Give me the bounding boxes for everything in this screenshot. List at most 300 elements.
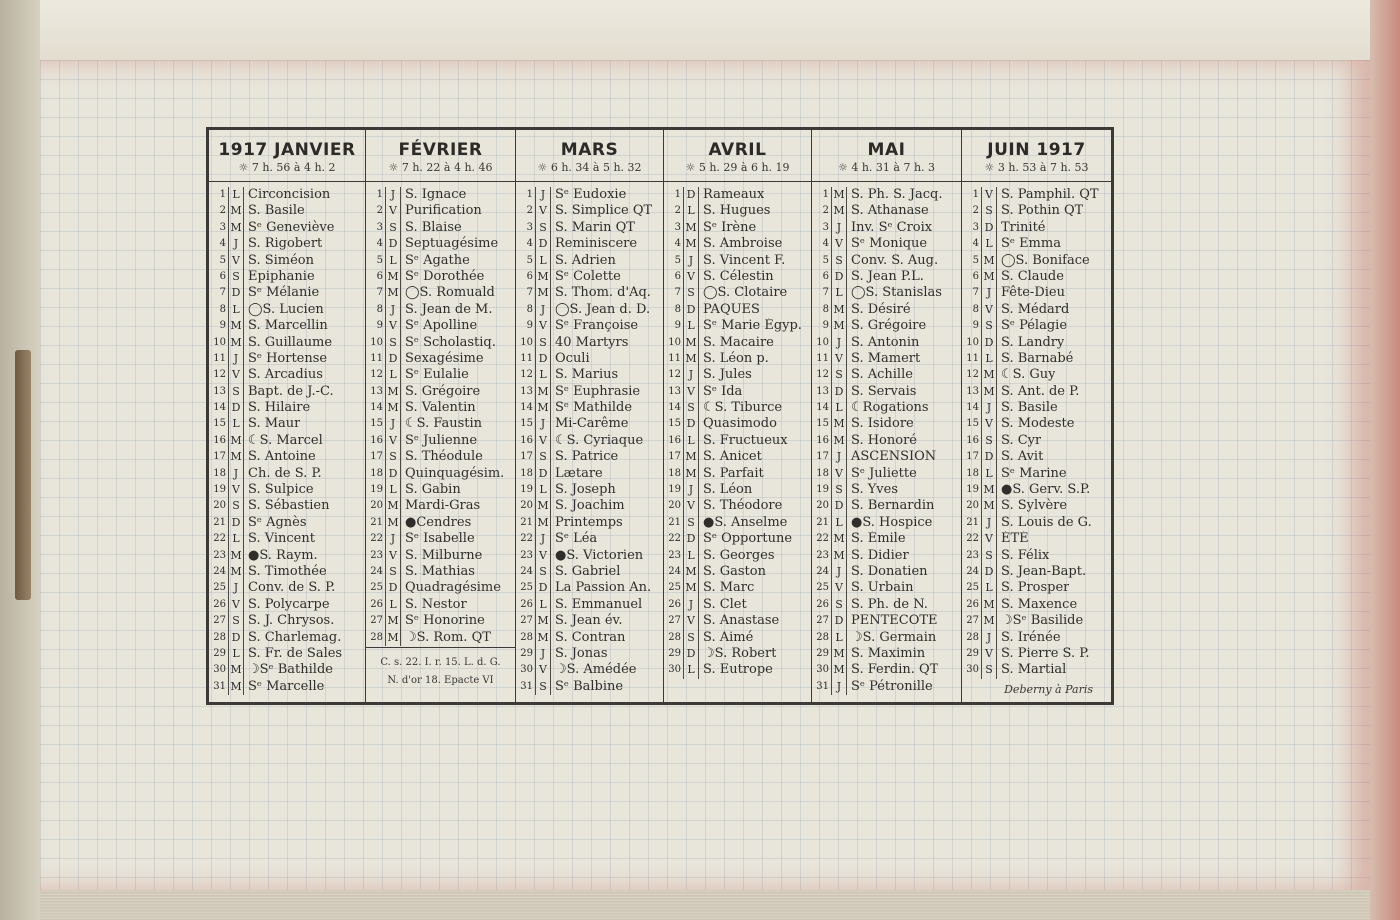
month-header xyxy=(664,130,811,182)
saint-name: Sᵉ Apolline xyxy=(405,318,478,334)
day-row xyxy=(664,400,811,416)
day-row xyxy=(516,679,663,695)
day-number: 2 xyxy=(516,203,536,219)
day-row xyxy=(366,187,515,203)
weekday-letter: M xyxy=(982,384,997,400)
saint-name: S. Marius xyxy=(555,367,619,383)
weekday-letter: M xyxy=(386,400,401,416)
day-number: 15 xyxy=(812,416,832,432)
day-row xyxy=(366,630,515,646)
saint-name: S. Léon xyxy=(703,482,753,498)
day-row xyxy=(209,203,365,219)
day-number: 17 xyxy=(962,449,982,465)
day-row xyxy=(962,285,1111,301)
day-rows xyxy=(209,187,365,695)
day-row xyxy=(664,433,811,449)
weekday-letter: M xyxy=(982,367,997,383)
day-number: 29 xyxy=(664,646,684,662)
saint-name: S. Anastase xyxy=(703,613,780,629)
weekday-letter: M xyxy=(684,580,699,596)
day-row xyxy=(209,269,365,285)
saint-name: Sᵉ Mélanie xyxy=(248,285,320,301)
saint-name: ☾S. Faustin xyxy=(405,416,483,432)
day-number: 19 xyxy=(209,482,229,498)
saint-name: S. Gaston xyxy=(703,563,766,579)
day-number: 11 xyxy=(812,351,832,367)
day-number: 19 xyxy=(516,482,536,498)
day-number: 18 xyxy=(664,466,684,482)
weekday-letter: V xyxy=(536,662,551,678)
saint-name: S. Médard xyxy=(1001,301,1070,317)
saint-name: ÉTÉ xyxy=(1001,531,1029,547)
day-row xyxy=(962,580,1111,596)
saint-name: S. Siméon xyxy=(248,252,314,268)
saint-name: S. Félix xyxy=(1001,547,1050,563)
saint-name: S. Eutrope xyxy=(703,662,773,678)
weekday-letter: V xyxy=(536,433,551,449)
day-row xyxy=(962,433,1111,449)
day-number: 5 xyxy=(209,253,229,269)
day-number: 1 xyxy=(366,187,386,203)
day-number: 4 xyxy=(516,236,536,252)
day-number: 23 xyxy=(812,548,832,564)
weekday-letter: M xyxy=(386,285,401,301)
day-row xyxy=(812,269,961,285)
day-number: 7 xyxy=(962,285,982,301)
day-row xyxy=(664,548,811,564)
saint-name: Trinité xyxy=(1001,219,1046,235)
page-stack-edge xyxy=(40,890,1370,920)
saint-name: S. Patrice xyxy=(555,449,619,465)
weekday-letter: M xyxy=(684,466,699,482)
weekday-letter: M xyxy=(832,646,847,662)
saint-name: Sᵉ Marcelle xyxy=(248,678,325,694)
day-row xyxy=(366,269,515,285)
weekday-letter: D xyxy=(982,449,997,465)
weekday-letter: V xyxy=(684,498,699,514)
weekday-letter: J xyxy=(684,597,699,613)
day-row xyxy=(664,236,811,252)
day-number: 2 xyxy=(664,203,684,219)
saint-name: S. Ant. de P. xyxy=(1001,383,1080,399)
day-number: 15 xyxy=(962,416,982,432)
saint-name: S. Martial xyxy=(1001,662,1067,678)
saint-name: Sexagésime xyxy=(405,350,484,366)
weekday-letter: D xyxy=(684,302,699,318)
saint-name: Sᵉ Dorothée xyxy=(405,268,485,284)
saint-name: S. Isidore xyxy=(851,416,914,432)
day-row xyxy=(664,498,811,514)
day-number: 10 xyxy=(366,335,386,351)
day-row xyxy=(366,613,515,629)
weekday-letter: L xyxy=(229,646,244,662)
month-header xyxy=(962,130,1111,182)
weekday-letter: V xyxy=(386,318,401,334)
weekday-letter: L xyxy=(536,367,551,383)
saint-name: Septuagésime xyxy=(405,236,499,252)
month-name: JUIN 1917 xyxy=(987,140,1086,160)
saint-name: S. Maximin xyxy=(851,645,926,661)
weekday-letter: D xyxy=(982,564,997,580)
weekday-letter: V xyxy=(832,466,847,482)
day-row xyxy=(962,482,1111,498)
weekday-letter: M xyxy=(684,220,699,236)
saint-name: S. Donatien xyxy=(851,563,928,579)
saint-name: S. Théodule xyxy=(405,449,483,465)
saint-name: Sᵉ Agathe xyxy=(405,252,470,268)
day-number: 2 xyxy=(812,203,832,219)
weekday-letter: M xyxy=(536,515,551,531)
saint-name: ◯S. Stanislas xyxy=(851,285,942,301)
day-number: 28 xyxy=(516,630,536,646)
day-number: 5 xyxy=(812,253,832,269)
weekday-letter: J xyxy=(832,564,847,580)
day-number: 22 xyxy=(664,531,684,547)
saint-name: S. Ph. S. Jacq. xyxy=(851,187,943,202)
day-row xyxy=(366,318,515,334)
saint-name: S. Claude xyxy=(1001,268,1064,284)
day-row xyxy=(516,466,663,482)
day-number: 27 xyxy=(366,613,386,629)
saint-name: S. Aimé xyxy=(703,629,754,645)
weekday-letter: S xyxy=(982,662,997,678)
day-number: 1 xyxy=(664,187,684,203)
day-number: 9 xyxy=(664,318,684,334)
saint-name: S. Jean-Bapt. xyxy=(1001,563,1087,579)
weekday-letter: M xyxy=(982,269,997,285)
saint-name: S. Honoré xyxy=(851,432,917,448)
day-number: 7 xyxy=(366,285,386,301)
saint-name: S. Maur xyxy=(248,416,301,432)
day-row xyxy=(664,285,811,301)
weekday-letter: M xyxy=(832,203,847,219)
day-row xyxy=(209,679,365,695)
day-row xyxy=(209,220,365,236)
day-number: 31 xyxy=(516,679,536,695)
saint-name: Epiphanie xyxy=(248,268,315,284)
saint-name: Sᵉ Opportune xyxy=(703,531,793,547)
day-number: 21 xyxy=(209,515,229,531)
day-row xyxy=(516,384,663,400)
day-row xyxy=(209,466,365,482)
month-avril xyxy=(664,130,812,702)
day-row xyxy=(366,498,515,514)
day-number: 10 xyxy=(516,335,536,351)
day-row xyxy=(516,580,663,596)
weekday-letter: L xyxy=(982,466,997,482)
month-juin xyxy=(962,130,1111,702)
weekday-letter: M xyxy=(536,613,551,629)
day-number: 20 xyxy=(812,498,832,514)
day-number: 20 xyxy=(209,498,229,514)
weekday-letter: S xyxy=(832,253,847,269)
weekday-letter: L xyxy=(229,302,244,318)
day-number: 4 xyxy=(366,236,386,252)
saint-name: S. Hugues xyxy=(703,203,771,219)
weekday-letter: L xyxy=(684,662,699,678)
weekday-letter: J xyxy=(684,253,699,269)
day-row xyxy=(812,662,961,678)
sunrise-sunset: ☼ 6 h. 34 à 5 h. 32 xyxy=(537,161,642,174)
saint-name: Bapt. de J.-C. xyxy=(248,383,334,399)
day-row xyxy=(366,597,515,613)
saint-name: S. Ambroise xyxy=(703,236,783,252)
saint-name: S. Milburne xyxy=(405,547,483,563)
day-number: 2 xyxy=(962,203,982,219)
day-number: 8 xyxy=(366,302,386,318)
weekday-letter: L xyxy=(684,318,699,334)
day-row xyxy=(812,515,961,531)
day-number: 19 xyxy=(664,482,684,498)
saint-name: Sᵉ Pétronille xyxy=(851,678,933,694)
day-row xyxy=(516,187,663,203)
day-number: 6 xyxy=(516,269,536,285)
weekday-letter: L xyxy=(832,515,847,531)
day-number: 12 xyxy=(366,367,386,383)
weekday-letter: M xyxy=(832,662,847,678)
weekday-letter: D xyxy=(386,351,401,367)
weekday-letter: S xyxy=(386,335,401,351)
saint-name: Oculi xyxy=(555,350,590,366)
saint-name: S. Urbain xyxy=(851,580,914,596)
weekday-letter: M xyxy=(832,531,847,547)
saint-name: S. Achille xyxy=(851,367,913,383)
day-number: 7 xyxy=(812,285,832,301)
saint-name: ◯S. Clotaire xyxy=(703,285,788,301)
day-number: 12 xyxy=(664,367,684,383)
weekday-letter: S xyxy=(386,564,401,580)
saint-name: Sᵉ Isabelle xyxy=(405,531,475,547)
day-row xyxy=(664,646,811,662)
month-janvier xyxy=(209,130,366,702)
saint-name: Rameaux xyxy=(703,187,765,202)
weekday-letter: J xyxy=(982,515,997,531)
day-row xyxy=(962,384,1111,400)
day-number: 17 xyxy=(209,449,229,465)
sunrise-sunset: ☼ 3 h. 53 à 7 h. 53 xyxy=(984,161,1089,174)
day-row xyxy=(812,613,961,629)
day-number: 15 xyxy=(209,416,229,432)
weekday-letter: D xyxy=(229,515,244,531)
saint-name: S. Pothin QT xyxy=(1001,203,1084,219)
day-number: 12 xyxy=(812,367,832,383)
day-row xyxy=(664,253,811,269)
saint-name: ●S. Anselme xyxy=(703,514,788,530)
day-row xyxy=(962,597,1111,613)
day-number: 21 xyxy=(962,515,982,531)
day-number: 13 xyxy=(209,384,229,400)
day-row xyxy=(962,416,1111,432)
day-row xyxy=(664,335,811,351)
saint-name: Circoncision xyxy=(248,187,331,202)
day-number: 21 xyxy=(516,515,536,531)
day-number: 6 xyxy=(962,269,982,285)
day-row xyxy=(664,269,811,285)
saint-name: ◯S. Jean d. D. xyxy=(555,301,651,317)
day-row xyxy=(962,302,1111,318)
day-row xyxy=(812,466,961,482)
weekday-letter: S xyxy=(684,400,699,416)
day-rows xyxy=(962,187,1111,679)
saint-name: ◯S. Lucien xyxy=(248,301,324,317)
day-number: 30 xyxy=(209,662,229,678)
day-row xyxy=(209,318,365,334)
weekday-letter: J xyxy=(832,679,847,695)
day-row xyxy=(812,187,961,203)
saint-name: S. Thom. d'Aq. xyxy=(555,285,651,301)
weekday-letter: M xyxy=(684,351,699,367)
saint-name: S. Joachim xyxy=(555,498,625,514)
saint-name: Sᵉ Hortense xyxy=(248,350,328,366)
weekday-letter: M xyxy=(982,597,997,613)
saint-name: S. Célestin xyxy=(703,268,774,284)
day-row xyxy=(962,564,1111,580)
day-number: 6 xyxy=(664,269,684,285)
day-row xyxy=(516,449,663,465)
saint-name: S. Pierre S. P. xyxy=(1001,645,1090,661)
saint-name: S. Jean P.L. xyxy=(851,268,924,284)
weekday-letter: L xyxy=(386,482,401,498)
weekday-letter: S xyxy=(684,515,699,531)
weekday-letter: J xyxy=(536,646,551,662)
saint-name: S. Valentin xyxy=(405,400,476,416)
day-row xyxy=(516,400,663,416)
day-number: 25 xyxy=(209,580,229,596)
saint-name: La Passion An. xyxy=(555,580,652,596)
day-number: 27 xyxy=(812,613,832,629)
day-number: 14 xyxy=(209,400,229,416)
day-number: 25 xyxy=(812,580,832,596)
day-number: 20 xyxy=(664,498,684,514)
saint-name: S. Basile xyxy=(1001,400,1058,416)
saint-name: Sᵉ Colette xyxy=(555,268,621,284)
day-number: 3 xyxy=(962,220,982,236)
day-number: 13 xyxy=(516,384,536,400)
day-row xyxy=(209,285,365,301)
day-number: 16 xyxy=(516,433,536,449)
weekday-letter: D xyxy=(386,580,401,596)
day-number: 23 xyxy=(516,548,536,564)
day-number: 30 xyxy=(664,662,684,678)
weekday-letter: V xyxy=(982,646,997,662)
saint-name: ☽Sᵉ Basilide xyxy=(1001,613,1084,629)
day-row xyxy=(962,531,1111,547)
computus-note-1: C. s. 22. I. r. 15. L. d. G. xyxy=(380,657,501,668)
weekday-letter: D xyxy=(832,613,847,629)
day-row xyxy=(962,269,1111,285)
saint-name: ●S. Raym. xyxy=(248,547,318,563)
day-row xyxy=(516,253,663,269)
month-name: AVRIL xyxy=(708,140,767,160)
weekday-letter: M xyxy=(536,630,551,646)
day-number: 8 xyxy=(209,302,229,318)
day-row xyxy=(962,318,1111,334)
saint-name: S. Macaire xyxy=(703,334,774,350)
weekday-letter: M xyxy=(229,220,244,236)
weekday-letter: D xyxy=(386,236,401,252)
day-number: 26 xyxy=(366,597,386,613)
day-row xyxy=(962,187,1111,203)
day-row xyxy=(366,351,515,367)
weekday-letter: M xyxy=(386,515,401,531)
saint-name: S. Fructueux xyxy=(703,432,788,448)
saint-name: S. Maxence xyxy=(1001,596,1078,612)
saint-name: S. Désiré xyxy=(851,301,911,317)
day-row xyxy=(664,515,811,531)
day-number: 25 xyxy=(516,580,536,596)
month-header xyxy=(209,130,365,182)
day-number: 8 xyxy=(516,302,536,318)
saint-name: S. Bernardin xyxy=(851,498,935,514)
day-number: 22 xyxy=(209,531,229,547)
day-row xyxy=(516,515,663,531)
month-header xyxy=(366,130,515,182)
weekday-letter: J xyxy=(982,400,997,416)
weekday-letter: V xyxy=(832,580,847,596)
saint-name: Sᵉ Françoise xyxy=(555,318,639,334)
saint-name: Sᵉ Mathilde xyxy=(555,400,633,416)
day-row xyxy=(516,433,663,449)
weekday-letter: D xyxy=(832,384,847,400)
day-number: 8 xyxy=(664,302,684,318)
day-row xyxy=(209,597,365,613)
day-row xyxy=(209,449,365,465)
day-row xyxy=(209,187,365,203)
weekday-letter: J xyxy=(832,220,847,236)
day-row xyxy=(516,302,663,318)
weekday-letter: M xyxy=(832,416,847,432)
weekday-letter: J xyxy=(684,482,699,498)
saint-name: S. Vincent F. xyxy=(703,252,786,268)
weekday-letter: M xyxy=(229,449,244,465)
day-row xyxy=(962,351,1111,367)
weekday-letter: M xyxy=(536,285,551,301)
weekday-letter: J xyxy=(832,449,847,465)
weekday-letter: D xyxy=(684,416,699,432)
weekday-letter: S xyxy=(832,482,847,498)
day-number: 15 xyxy=(366,416,386,432)
day-number: 29 xyxy=(812,646,832,662)
day-number: 3 xyxy=(516,220,536,236)
day-number: 8 xyxy=(812,302,832,318)
saint-name: Sᵉ Honorine xyxy=(405,613,485,629)
day-number: 30 xyxy=(516,662,536,678)
weekday-letter: L xyxy=(684,548,699,564)
saint-name: S. Mathias xyxy=(405,563,475,579)
saint-name: ASCENSION xyxy=(851,449,937,465)
saint-name: S. Émile xyxy=(851,531,906,547)
day-number: 27 xyxy=(962,613,982,629)
weekday-letter: V xyxy=(684,384,699,400)
day-row xyxy=(516,236,663,252)
day-row xyxy=(516,531,663,547)
weekday-letter: J xyxy=(536,187,551,203)
day-number: 31 xyxy=(209,679,229,695)
day-number: 23 xyxy=(664,548,684,564)
day-number: 28 xyxy=(366,630,386,646)
day-number: 26 xyxy=(664,597,684,613)
saint-name: S. Adrien xyxy=(555,252,616,268)
day-number: 28 xyxy=(209,630,229,646)
day-row xyxy=(366,367,515,383)
day-number: 3 xyxy=(209,220,229,236)
day-row xyxy=(664,302,811,318)
day-row xyxy=(209,253,365,269)
saint-name: S. Gabin xyxy=(405,482,461,498)
weekday-letter: M xyxy=(229,433,244,449)
day-number: 13 xyxy=(664,384,684,400)
day-number: 4 xyxy=(664,236,684,252)
